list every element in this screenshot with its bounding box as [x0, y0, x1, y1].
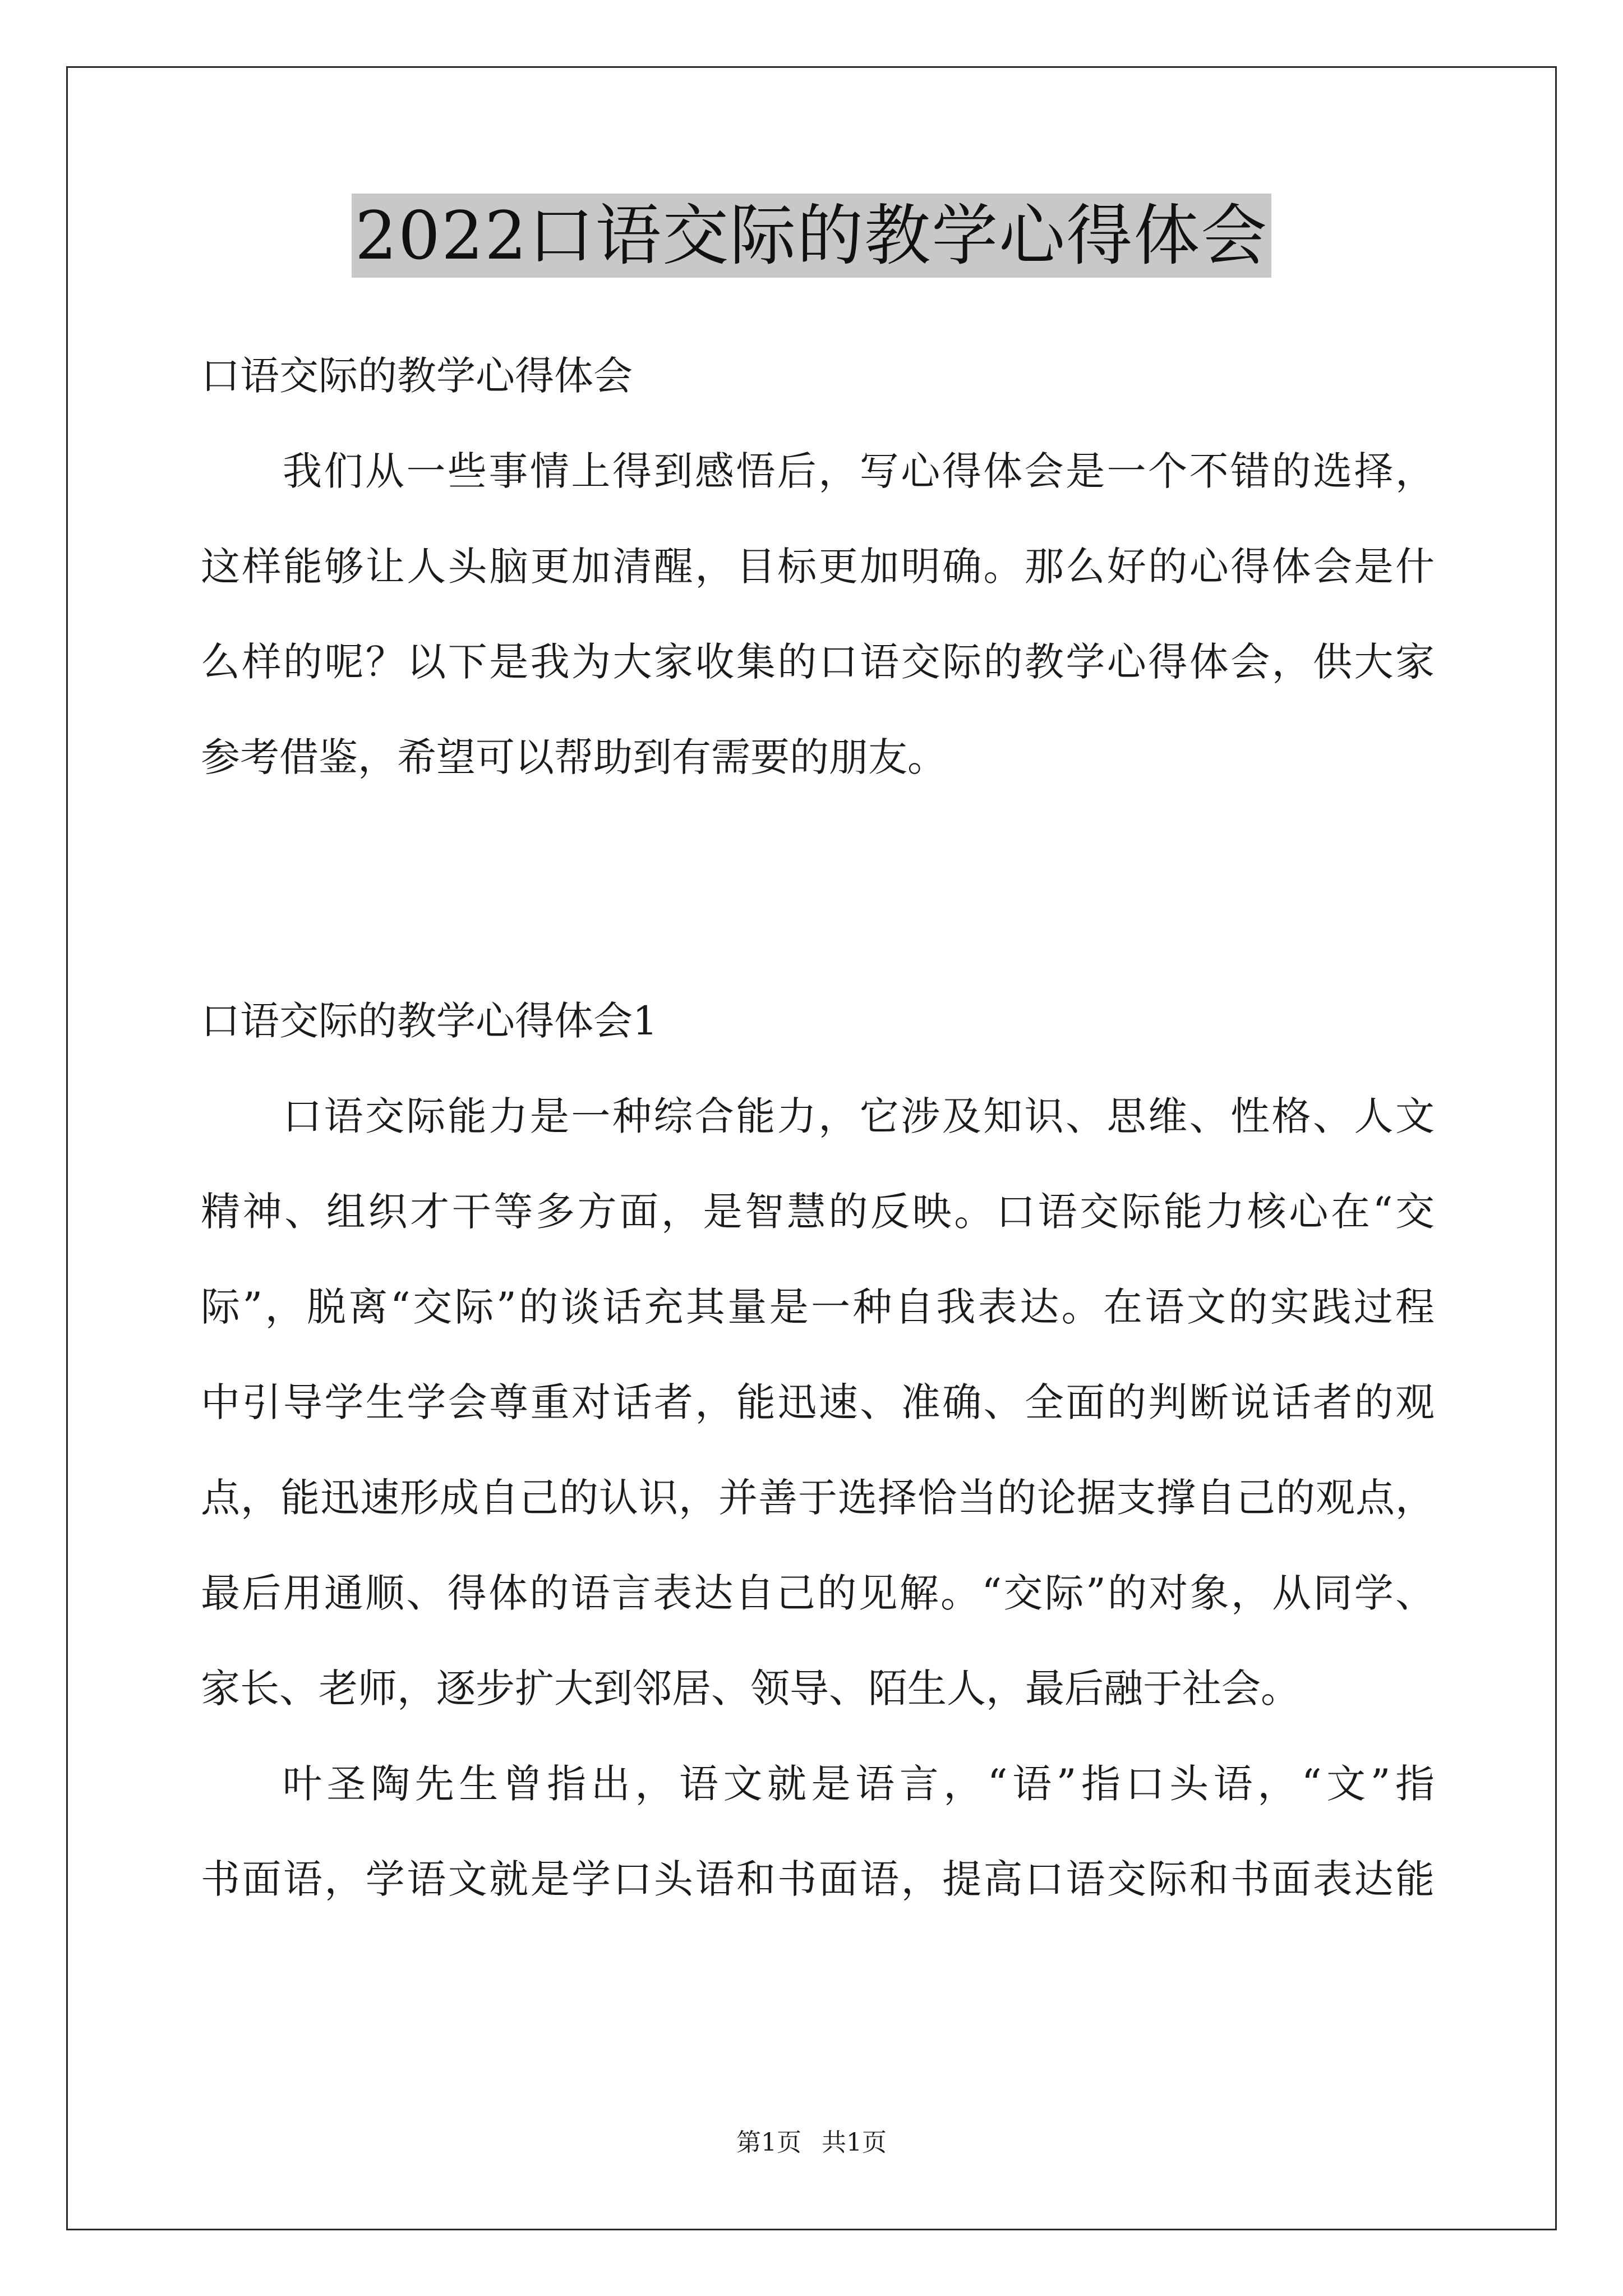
page-number: 第1页 [736, 2128, 801, 2157]
paragraph-line: 我们从一些事情上得到感悟后，写心得体会是一个不错的选择， [283, 448, 1435, 494]
intro-heading: 口语交际的教学心得体会 [201, 353, 633, 399]
paragraph-line: 家长、老师，逐步扩大到邻居、领导、陌生人，最后融于社会。 [201, 1665, 1300, 1711]
page-total: 共1页 [822, 2128, 887, 2157]
paragraph-line: 中引导学生学会尊重对话者，能迅速、准确、全面的判断说话者的观 [201, 1379, 1435, 1425]
page-footer [0, 2126, 1623, 2160]
paragraph-line: 最后用通顺、得体的语言表达自己的见解。“交际”的对象，从同学、 [201, 1570, 1435, 1616]
paragraph-line: 际”，脱离“交际”的谈话充其量是一种自我表达。在语文的实践过程 [201, 1284, 1435, 1330]
paragraph-line: 口语交际能力是一种综合能力，它涉及知识、思维、性格、人文 [283, 1093, 1435, 1139]
paragraph-line: 叶圣陶先生曾指出，语文就是语言，“语”指口头语，“文”指 [283, 1761, 1435, 1807]
title-container [0, 194, 1623, 278]
paragraph-line: 参考借鉴，希望可以帮助到有需要的朋友。 [201, 734, 947, 780]
paragraph-line: 精神、组织才干等多方面，是智慧的反映。口语交际能力核心在“交 [201, 1189, 1435, 1235]
paragraph-line: 点，能迅速形成自己的认识，并善于选择恰当的论据支撑自己的观点， [201, 1475, 1435, 1521]
paragraph-line: 书面语，学语文就是学口头语和书面语，提高口语交际和书面表达能 [201, 1856, 1435, 1902]
document-title: 2022口语交际的教学心得体会 [352, 194, 1271, 278]
paragraph-line: 么样的呢？以下是我为大家收集的口语交际的教学心得体会，供大家 [201, 639, 1435, 685]
paragraph-line: 这样能够让人头脑更加清醒，目标更加明确。那么好的心得体会是什 [201, 544, 1435, 590]
section-heading: 口语交际的教学心得体会1 [201, 998, 658, 1044]
